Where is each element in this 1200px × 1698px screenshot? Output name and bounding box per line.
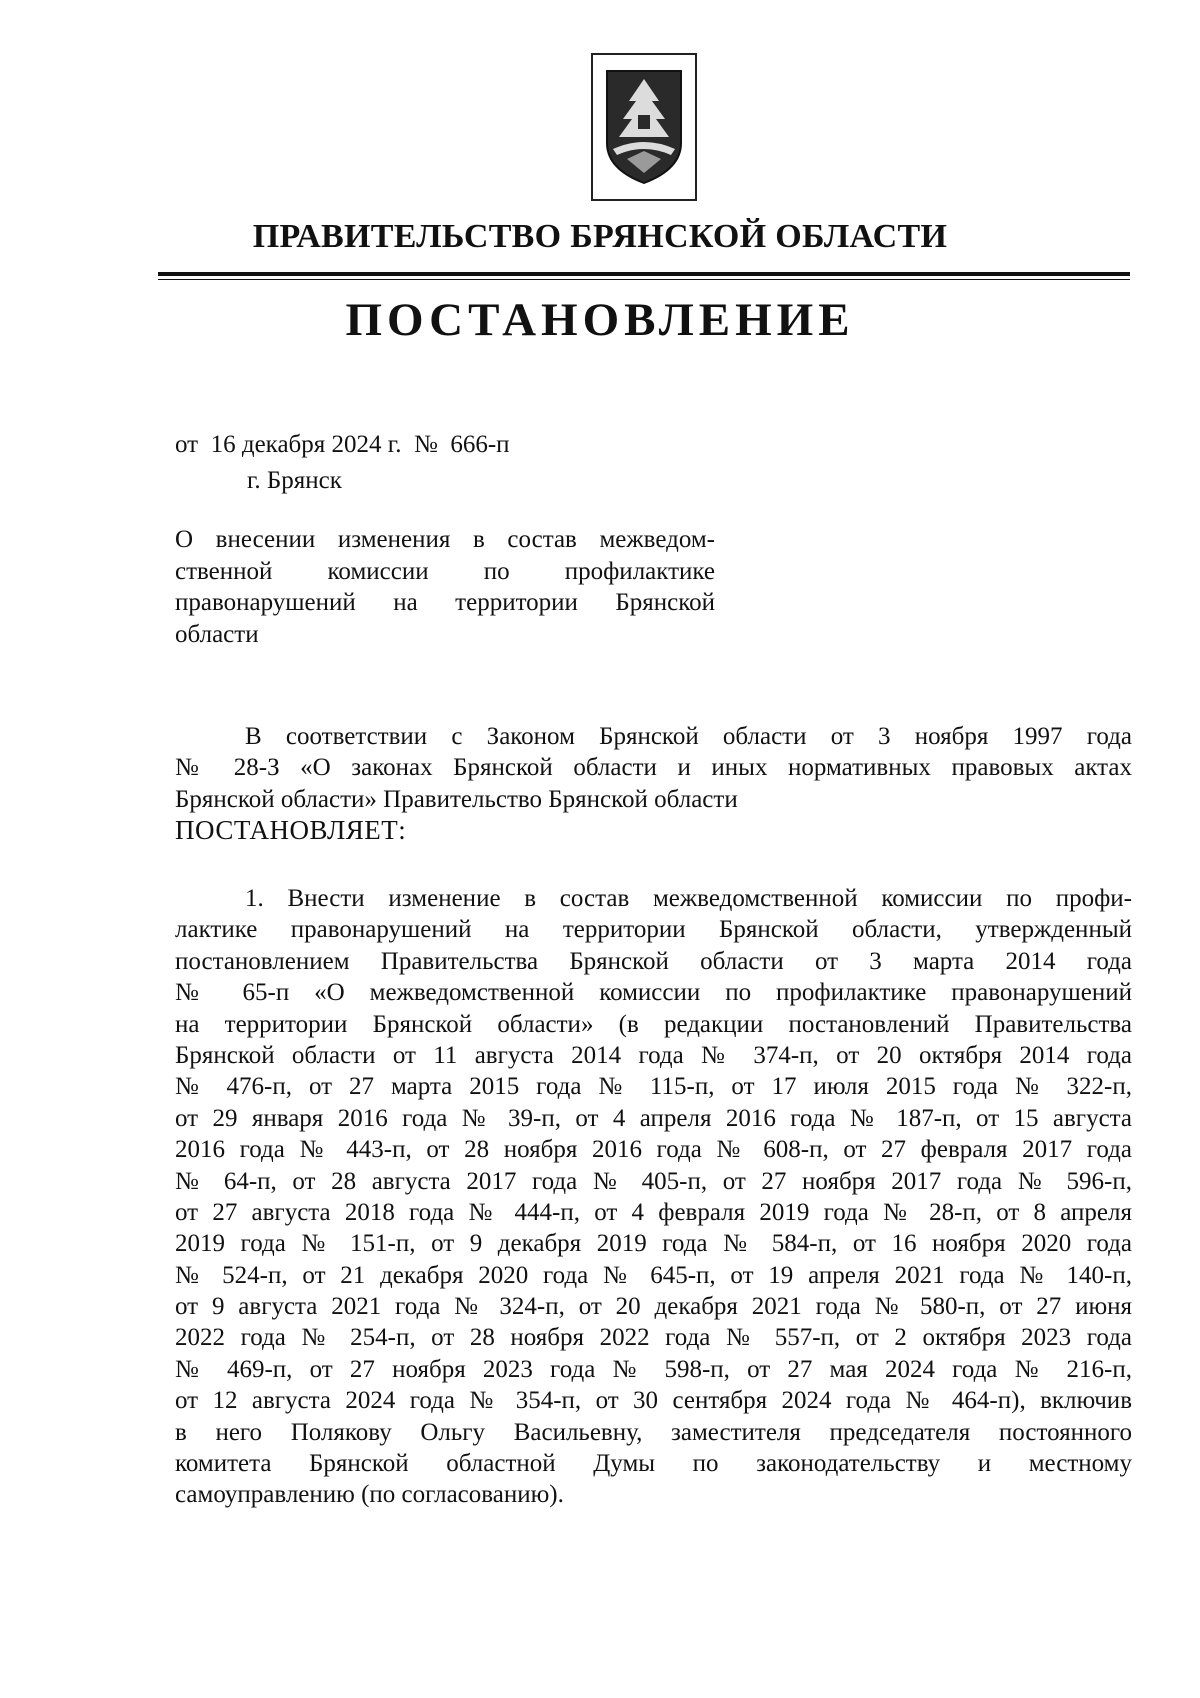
coat-of-arms-emblem <box>591 53 697 201</box>
document-type-title: ПОСТАНОВЛЕНИЕ <box>345 294 855 346</box>
clause-1-line: 2016 года № 443-п, от 28 ноября 2016 года № 608-п, от 27 февраля 2017 года <box>175 1136 1132 1164</box>
number-sign: № <box>413 431 438 458</box>
subject-line: ственной комиссии по профилактике <box>175 557 715 585</box>
subject-line: О внесении изменения в состав межведом- <box>175 526 715 553</box>
clause-1-line: 2019 года № 151-п, от 9 декабря 2019 года № 584-п, от 16 ноября 2020 года <box>175 1230 1132 1258</box>
clause-1-line: 1. Внести изменение в состав межведомственной комиссии по профи- <box>245 885 1132 912</box>
subject-line: правонарушений на территории Брянской <box>175 589 715 616</box>
clause-1-line: лактике правонарушений на территории Брянской области, утвержденный <box>175 916 1132 944</box>
preamble-line: Брянской области» Правительство Брянской области <box>175 785 738 813</box>
clause-1-line: 2022 года № 254-п, от 28 ноября 2022 года № 557-п, от 2 октября 2023 года <box>175 1324 1132 1352</box>
document-date: 16 декабря 2024 г. <box>210 431 402 458</box>
document-subject <box>175 524 715 650</box>
clause-1-line: № 469-п, от 27 ноября 2023 года № 598-п, от 27 мая 2024 года № 216-п, <box>175 1355 1132 1383</box>
clause-1-line: от 9 августа 2021 года № 324-п, от 20 декабря 2021 года № 580-п, от 27 июня <box>175 1293 1132 1321</box>
date-prefix: от <box>175 431 199 458</box>
header-rule-thick <box>158 272 1130 276</box>
decree-word: ПОСТАНОВЛЯЕТ: <box>175 815 407 845</box>
clause-1-line: на территории Брянской области» (в редакции постановлений Правительства <box>175 1010 1132 1038</box>
document-number: 666-п <box>450 431 510 458</box>
clause-1-line: № 524-п, от 21 декабря 2020 года № 645-п, от 19 апреля 2021 года № 140-п, <box>175 1261 1132 1289</box>
clause-1-line: № 476-п, от 27 марта 2015 года № 115-п, от 17 июля 2015 года № 322-п, <box>175 1073 1132 1101</box>
clause-1-line: в него Полякову Ольгу Васильевну, заместителя председателя постоянного <box>175 1418 1132 1446</box>
clause-1-line: комитета Брянской областной Думы по законодательству и местному <box>175 1450 1132 1478</box>
clause-1-line: № 65-п «О межведомственной комиссии по профилактике правонарушений <box>175 979 1132 1007</box>
clause-1-paragraph <box>175 883 1132 1511</box>
bryansk-coat-of-arms-icon <box>601 65 687 189</box>
clause-1-line: от 12 августа 2024 года № 354-п, от 30 сентября 2024 года № 464-п), включив <box>175 1387 1132 1415</box>
preamble-line: В соответствии с Законом Брянской области от 3 ноября 1997 года <box>245 723 1132 750</box>
clause-1-line: от 29 января 2016 года № 39-п, от 4 апреля 2016 года № 187-п, от 15 августа <box>175 1104 1132 1132</box>
subject-line: области <box>175 620 259 648</box>
clause-1-line: Брянской области от 11 августа 2014 года № 374-п, от 20 октября 2014 года <box>175 1041 1132 1069</box>
clause-1-line: от 27 августа 2018 года № 444-п, от 4 февраля 2019 года № 28-п, от 8 апреля <box>175 1198 1132 1226</box>
preamble-paragraph <box>175 721 1132 815</box>
header-rule-thin <box>158 279 1130 280</box>
date-line <box>175 431 510 459</box>
clause-1-line: постановлением Правительства Брянской области от 3 марта 2014 года <box>175 947 1132 975</box>
preamble-line: № 28-З «О законах Брянской области и иных нормативных правовых актах <box>175 754 1132 782</box>
document-city: г. Брянск <box>247 467 342 494</box>
clause-1-line: самоуправлению (по согласованию). <box>175 1481 564 1509</box>
clause-1-line: № 64-п, от 28 августа 2017 года № 405-п, от 27 ноября 2017 года № 596-п, <box>175 1167 1132 1195</box>
organization-name: ПРАВИТЕЛЬСТВО БРЯНСКОЙ ОБЛАСТИ <box>252 218 948 255</box>
